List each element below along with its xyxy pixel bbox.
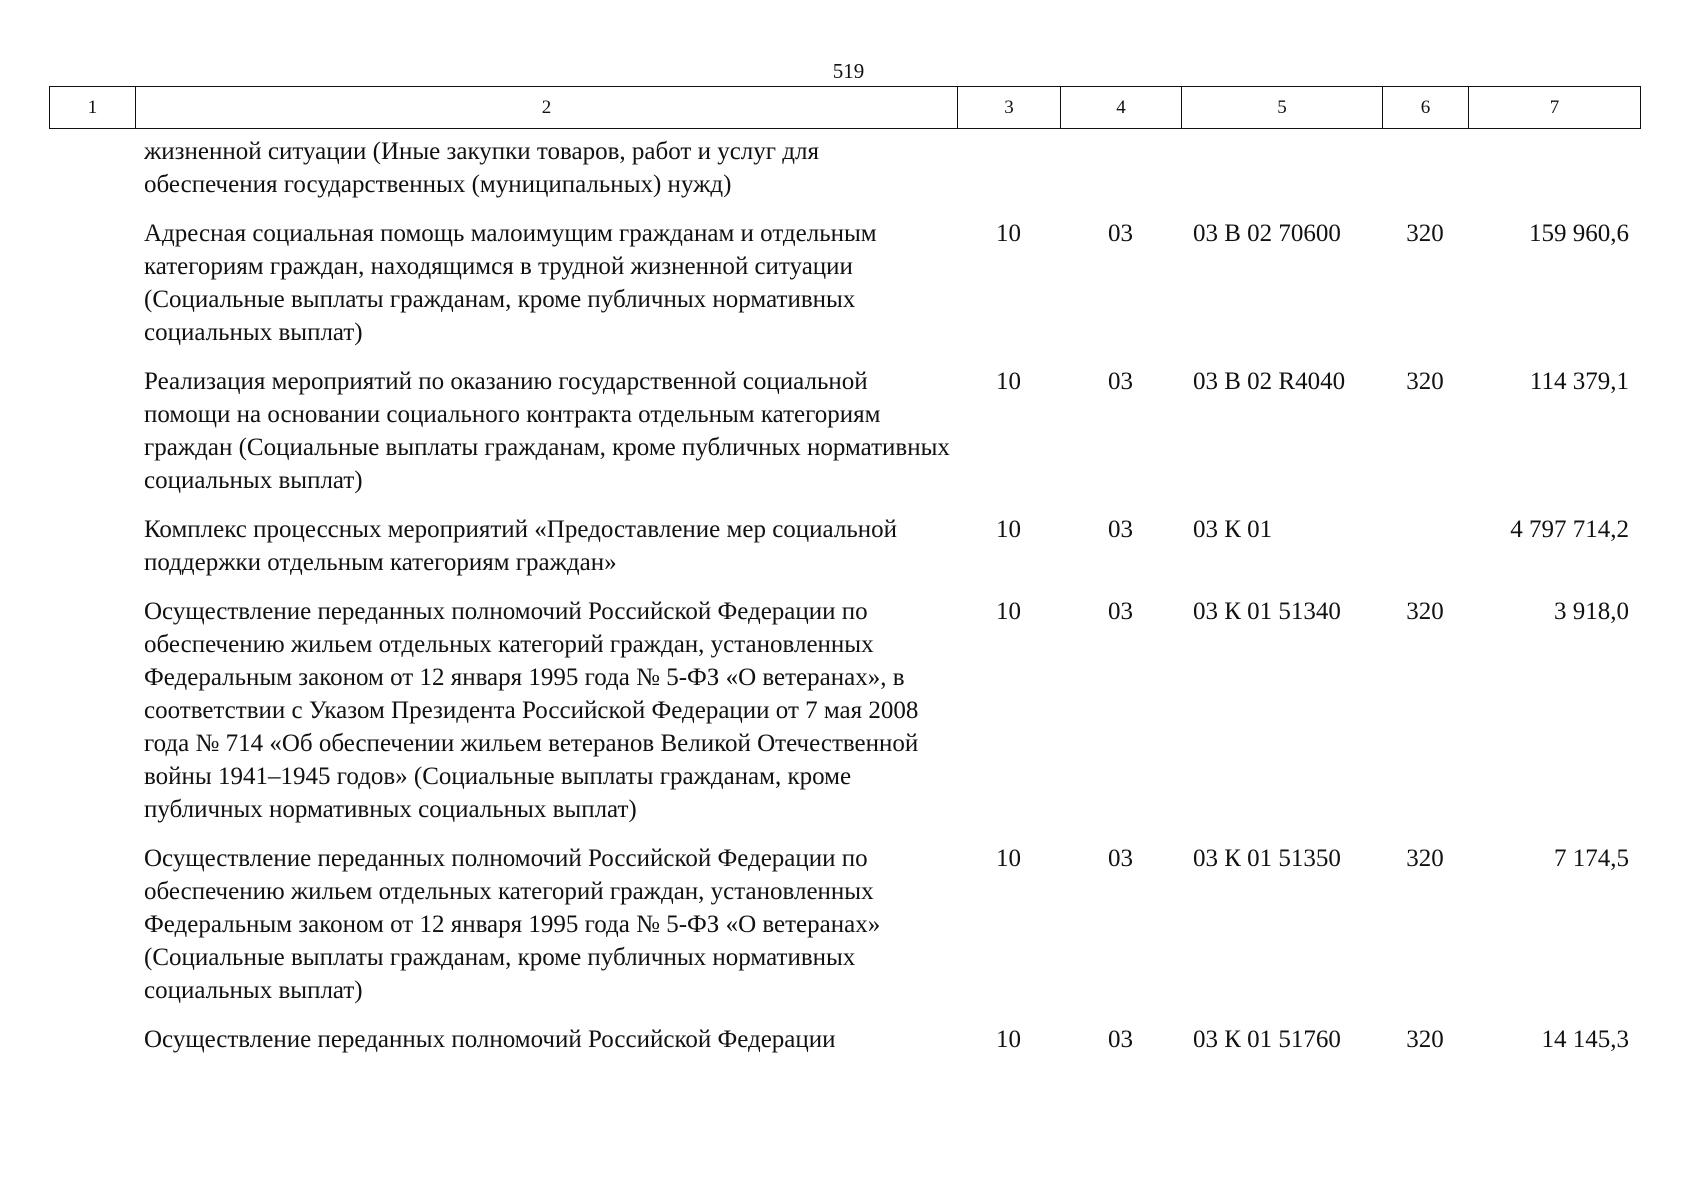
row-subsection: 03 — [1108, 845, 1133, 872]
header-cell-3: 3 — [958, 87, 1061, 129]
header-cell-2: 2 — [136, 87, 958, 129]
row-description: Комплекс процессных мероприятий «Предоставление мер социальной поддержки отдельным категориям граждан» — [144, 516, 898, 576]
row-target-article: 03 К 01 51350 — [1193, 845, 1341, 872]
row-section: 10 — [996, 516, 1021, 543]
row-amount: 159 960,6 — [1529, 220, 1629, 247]
table-row — [49, 595, 1640, 842]
page-number: 519 — [832, 59, 865, 83]
row-subsection — [1060, 135, 1181, 217]
row-expense-type: 320 — [1406, 368, 1444, 395]
row-subsection: 03 — [1108, 598, 1133, 625]
row-section: 10 — [996, 598, 1021, 625]
budget-table — [49, 135, 1640, 1072]
row-target-article: 03 К 01 51340 — [1193, 598, 1341, 625]
table-row — [49, 135, 1640, 217]
row-section — [957, 135, 1060, 217]
row-target-article — [1181, 135, 1382, 217]
row-section: 10 — [996, 368, 1021, 395]
table-row — [49, 217, 1640, 365]
table-row — [49, 842, 1640, 1023]
table-row — [49, 365, 1640, 513]
row-expense-type: 320 — [1406, 220, 1444, 247]
header-row — [50, 87, 1641, 129]
row-description: Осуществление переданных полномочий Российской Федерации — [144, 1026, 836, 1053]
row-expense-type — [1382, 135, 1468, 217]
row-expense-type — [1382, 513, 1468, 595]
row-expense-type: 320 — [1406, 845, 1444, 872]
row-expense-type: 320 — [1406, 598, 1444, 625]
header-cell-4: 4 — [1061, 87, 1182, 129]
row-amount: 14 145,3 — [1541, 1026, 1629, 1053]
row-section: 10 — [996, 1026, 1021, 1053]
header-cell-5: 5 — [1182, 87, 1383, 129]
row-subsection: 03 — [1108, 516, 1133, 543]
row-amount — [1468, 135, 1640, 217]
row-description: жизненной ситуации (Иные закупки товаров, работ и услуг для обеспечения государственных (муниципальных) нужд) — [144, 138, 819, 198]
column-number-header — [49, 86, 1641, 129]
row-description: Осуществление переданных полномочий Российской Федерации по обеспечению жильем отдельных категорий граждан, установленных Федеральным законом от 12 января 1995 года № 5-ФЗ «О ветеранах», в соответствии с Указом Президента Российской Федерации от 7 мая 2008 года № 714 «Об обеспечении жильем ветеранов Великой Отечественной войны 1941–1945 годов» (Социальные выплаты гражданам, кроме публичных нормативных социальных выплат) — [144, 598, 919, 823]
row-target-article: 03 В 02 70600 — [1193, 220, 1341, 247]
row-subsection: 03 — [1108, 368, 1133, 395]
header-cell-1: 1 — [50, 87, 136, 129]
header-cell-7: 7 — [1469, 87, 1641, 129]
row-description: Адресная социальная помощь малоимущим гражданам и отдельным категориям граждан, находящимся в трудной жизненной ситуации (Социальные выплаты гражданам, кроме публичных нормативных социальных выплат) — [144, 220, 877, 346]
table-row — [49, 1023, 1640, 1072]
row-section: 10 — [996, 220, 1021, 247]
row-amount: 7 174,5 — [1554, 845, 1629, 872]
row-description: Реализация мероприятий по оказанию государственной социальной помощи на основании социального контракта отдельным категориям граждан (Социальные выплаты гражданам, кроме публичных нормативных социальных выплат) — [144, 368, 950, 494]
row-target-article: 03 В 02 R4040 — [1193, 368, 1346, 395]
row-description: Осуществление переданных полномочий Российской Федерации по обеспечению жильем отдельных категорий граждан, установленных Федеральным законом от 12 января 1995 года № 5-ФЗ «О ветеранах» (Социальные выплаты гражданам, кроме публичных нормативных социальных выплат) — [144, 845, 881, 1004]
row-expense-type: 320 — [1406, 1026, 1444, 1053]
row-subsection: 03 — [1108, 220, 1133, 247]
row-amount: 3 918,0 — [1554, 598, 1629, 625]
row-target-article: 03 К 01 51760 — [1193, 1026, 1341, 1053]
row-subsection: 03 — [1108, 1026, 1133, 1053]
row-amount: 114 379,1 — [1529, 368, 1629, 395]
row-target-article: 03 К 01 — [1193, 516, 1273, 543]
table-row — [49, 513, 1640, 595]
header-cell-6: 6 — [1383, 87, 1469, 129]
row-section: 10 — [996, 845, 1021, 872]
row-amount: 4 797 714,2 — [1510, 516, 1629, 543]
